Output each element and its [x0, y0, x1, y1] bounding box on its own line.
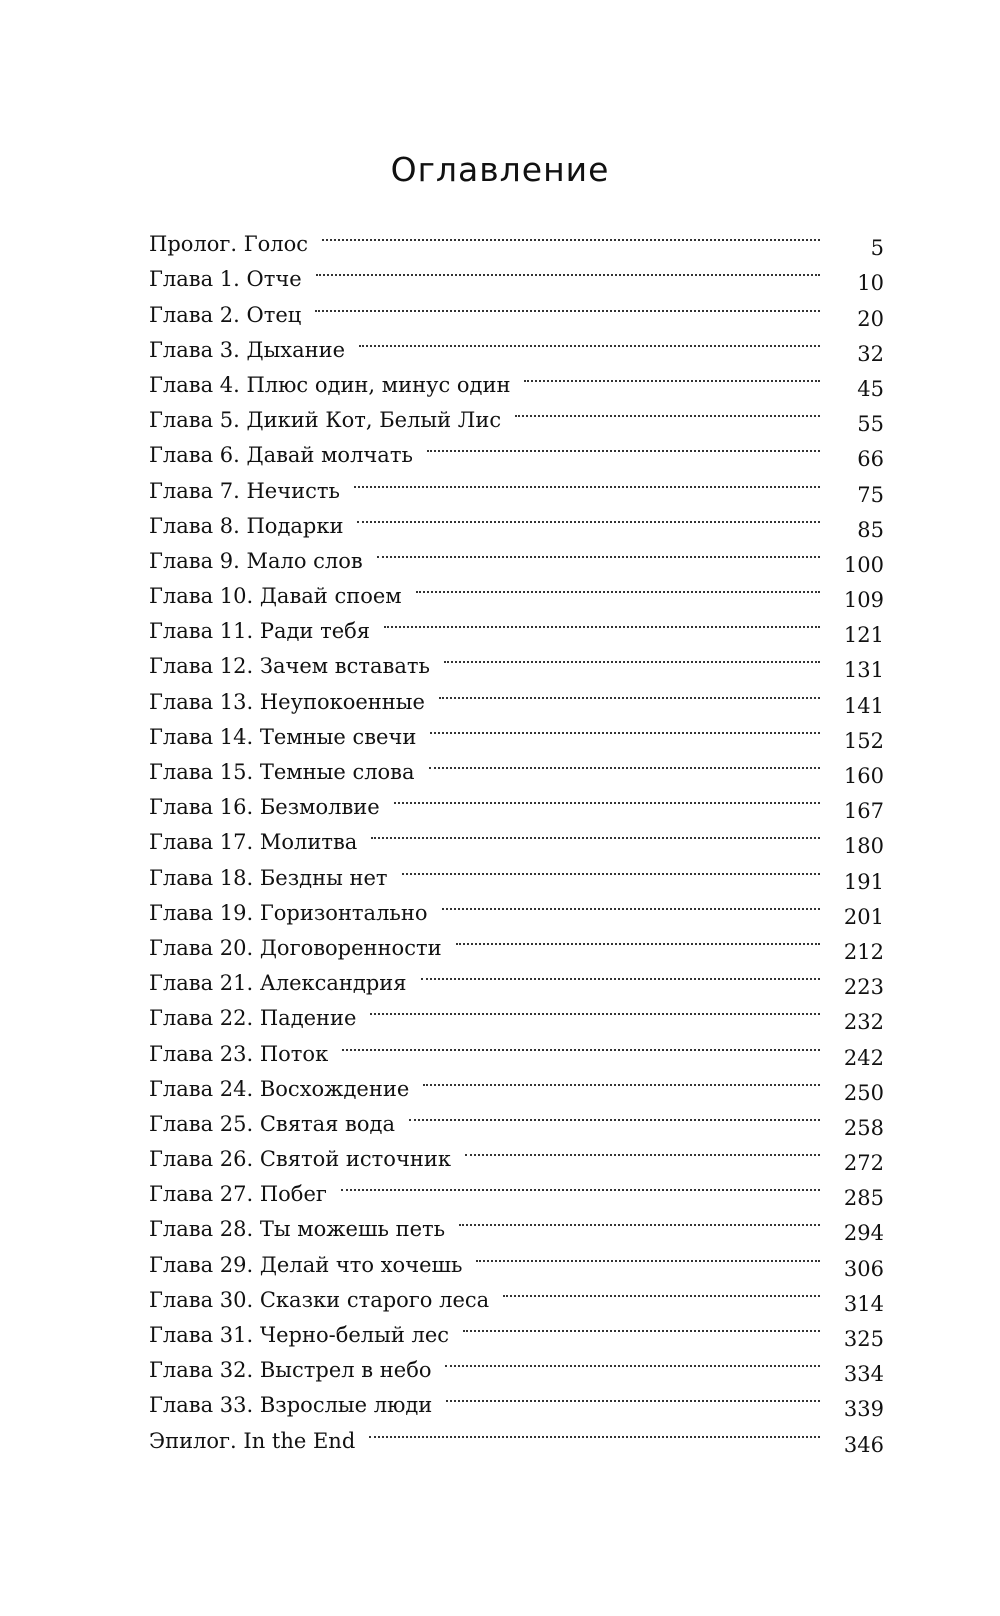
dot-leader: [421, 955, 820, 990]
dot-leader: [430, 709, 820, 744]
toc-entry-page-number: 306: [843, 1256, 884, 1281]
toc-entry-label: Глава 32. Выстрел в небо: [149, 1358, 432, 1383]
dot-leader: [444, 638, 820, 673]
toc-entry-page-number: 201: [843, 904, 884, 929]
dot-leader: [423, 1061, 820, 1096]
dot-leader: [354, 462, 820, 497]
toc-entry-page-number: 20: [857, 306, 884, 331]
toc-entry: [149, 216, 884, 261]
toc-entry-page-number: 45: [857, 376, 884, 401]
toc-entry-page-number: 100: [843, 552, 884, 577]
toc-entry-page-number: 66: [857, 447, 884, 472]
toc-entry-label: Глава 18. Бездны нет: [149, 865, 388, 890]
dot-leader: [377, 533, 820, 568]
toc-entry-page-number: 272: [843, 1151, 884, 1176]
toc-entry-page-number: 232: [843, 1010, 884, 1035]
toc-entry-label: Глава 25. Святая вода: [149, 1111, 395, 1136]
toc-entry-label: Эпилог. In the End: [149, 1428, 356, 1453]
toc-entry-page-number: 180: [843, 834, 884, 859]
toc-entry-page-number: 10: [857, 271, 884, 296]
toc-entry-label: Глава 24. Восхождение: [149, 1076, 410, 1101]
toc-entry-label: Глава 30. Сказки старого леса: [149, 1287, 490, 1312]
toc-entry-label: Глава 15. Темные слова: [149, 760, 415, 784]
toc-entry-label: Глава 16. Безмолвие: [149, 795, 380, 820]
dot-leader: [456, 920, 820, 955]
dot-leader: [429, 744, 820, 779]
dot-leader: [503, 1272, 820, 1307]
toc-entry-page-number: 334: [843, 1362, 884, 1387]
dot-leader: [357, 498, 820, 533]
dot-leader: [394, 779, 820, 814]
toc-entry-label: Глава 23. Поток: [149, 1041, 329, 1066]
dot-leader: [476, 1236, 820, 1271]
dot-leader: [315, 286, 820, 321]
toc-entry-label: Глава 28. Ты можешь петь: [149, 1217, 446, 1242]
toc-entry-label: Глава 14. Темные свечи: [149, 724, 417, 749]
toc-entry-label: Глава 29. Делай что хочешь: [149, 1252, 463, 1277]
toc-entry-label: Глава 26. Святой источник: [149, 1147, 451, 1172]
dot-leader: [445, 1342, 820, 1377]
toc-entry-page-number: 141: [843, 693, 884, 718]
toc-entry-label: Глава 11. Ради тебя: [149, 619, 371, 644]
toc-entry-page-number: 32: [857, 341, 884, 366]
toc-entry-page-number: 5: [870, 236, 884, 261]
dot-leader: [439, 673, 820, 708]
dot-leader: [446, 1377, 820, 1412]
toc-entry-label: Глава 6. Давай молчать: [149, 443, 413, 468]
toc-entry-label: Глава 13. Неупокоенные: [149, 689, 425, 714]
toc-entry-label: Глава 21. Александрия: [149, 971, 407, 996]
toc-entry-page-number: 85: [857, 517, 884, 542]
toc-entry-label: Глава 3. Дыхание: [149, 337, 346, 362]
toc-entry-label: Глава 1. Отче: [149, 267, 302, 292]
dot-leader: [370, 990, 820, 1025]
dot-leader: [459, 1201, 820, 1236]
dot-leader: [524, 357, 820, 392]
toc-entry-page-number: 152: [843, 728, 884, 753]
toc-entry-page-number: 109: [843, 588, 884, 613]
toc-entry-page-number: 294: [843, 1221, 884, 1246]
dot-leader: [371, 814, 820, 849]
toc-entry-label: Пролог. Голос: [149, 232, 309, 257]
toc-entry-label: Глава 22. Падение: [149, 1006, 357, 1031]
toc-entry-label: Глава 8. Подарки: [149, 513, 344, 538]
dot-leader: [442, 885, 821, 920]
toc-entry-page-number: 258: [843, 1115, 884, 1140]
dot-leader: [463, 1307, 820, 1342]
toc-entry-label: Глава 17. Молитва: [149, 830, 358, 855]
dot-leader: [359, 322, 820, 357]
toc-entry-page-number: 131: [843, 658, 884, 683]
dot-leader: [322, 216, 820, 251]
toc-entry-page-number: 346: [843, 1432, 884, 1457]
page-title: Оглавление: [390, 150, 610, 189]
toc-entry-page-number: 191: [843, 869, 884, 894]
toc-entry-label: Глава 4. Плюс один, минус один: [149, 372, 511, 397]
toc-entry-page-number: 223: [843, 975, 884, 1000]
toc-entry-label: Глава 31. Черно-белый лес: [149, 1323, 450, 1347]
toc-entry-label: Глава 9. Мало слов: [149, 548, 363, 573]
toc-entry-label: Глава 12. Зачем вставать: [149, 654, 430, 679]
dot-leader: [341, 1166, 820, 1201]
toc-entry-label: Глава 7. Нечисть: [149, 478, 340, 503]
toc-entry-label: Глава 20. Договоренности: [149, 935, 442, 960]
toc-entry-page-number: 167: [843, 799, 884, 824]
dot-leader: [409, 1096, 820, 1131]
toc-entry-page-number: 242: [843, 1045, 884, 1070]
dot-leader: [369, 1412, 820, 1447]
toc-entry-page-number: 160: [843, 764, 884, 788]
toc-entry-page-number: 55: [857, 412, 884, 437]
toc-entry-page-number: 314: [843, 1291, 884, 1316]
toc-list: [149, 216, 884, 1457]
dot-leader: [402, 849, 820, 884]
toc-entry-label: Глава 5. Дикий Кот, Белый Лис: [149, 408, 502, 433]
toc-entry-page-number: 325: [843, 1327, 884, 1351]
toc-entry-page-number: 212: [843, 939, 884, 964]
toc-entry-label: Глава 27. Побег: [149, 1182, 327, 1207]
toc-entry-label: Глава 33. Взрослые люди: [149, 1393, 433, 1418]
toc-entry-label: Глава 10. Давай споем: [149, 584, 402, 609]
dot-leader: [465, 1131, 820, 1166]
dot-leader: [342, 1025, 820, 1060]
dot-leader: [384, 603, 820, 638]
toc-entry-page-number: 121: [843, 623, 884, 648]
toc-entry-page-number: 339: [843, 1397, 884, 1422]
toc-entry-page-number: 285: [843, 1186, 884, 1211]
dot-leader: [416, 568, 820, 603]
dot-leader: [316, 251, 820, 286]
toc-entry-page-number: 250: [843, 1080, 884, 1105]
dot-leader: [427, 427, 820, 462]
toc-entry-label: Глава 2. Отец: [149, 302, 302, 327]
dot-leader: [515, 392, 820, 427]
toc-entry-label: Глава 19. Горизонтально: [149, 900, 428, 925]
toc-entry-page-number: 75: [857, 482, 884, 507]
